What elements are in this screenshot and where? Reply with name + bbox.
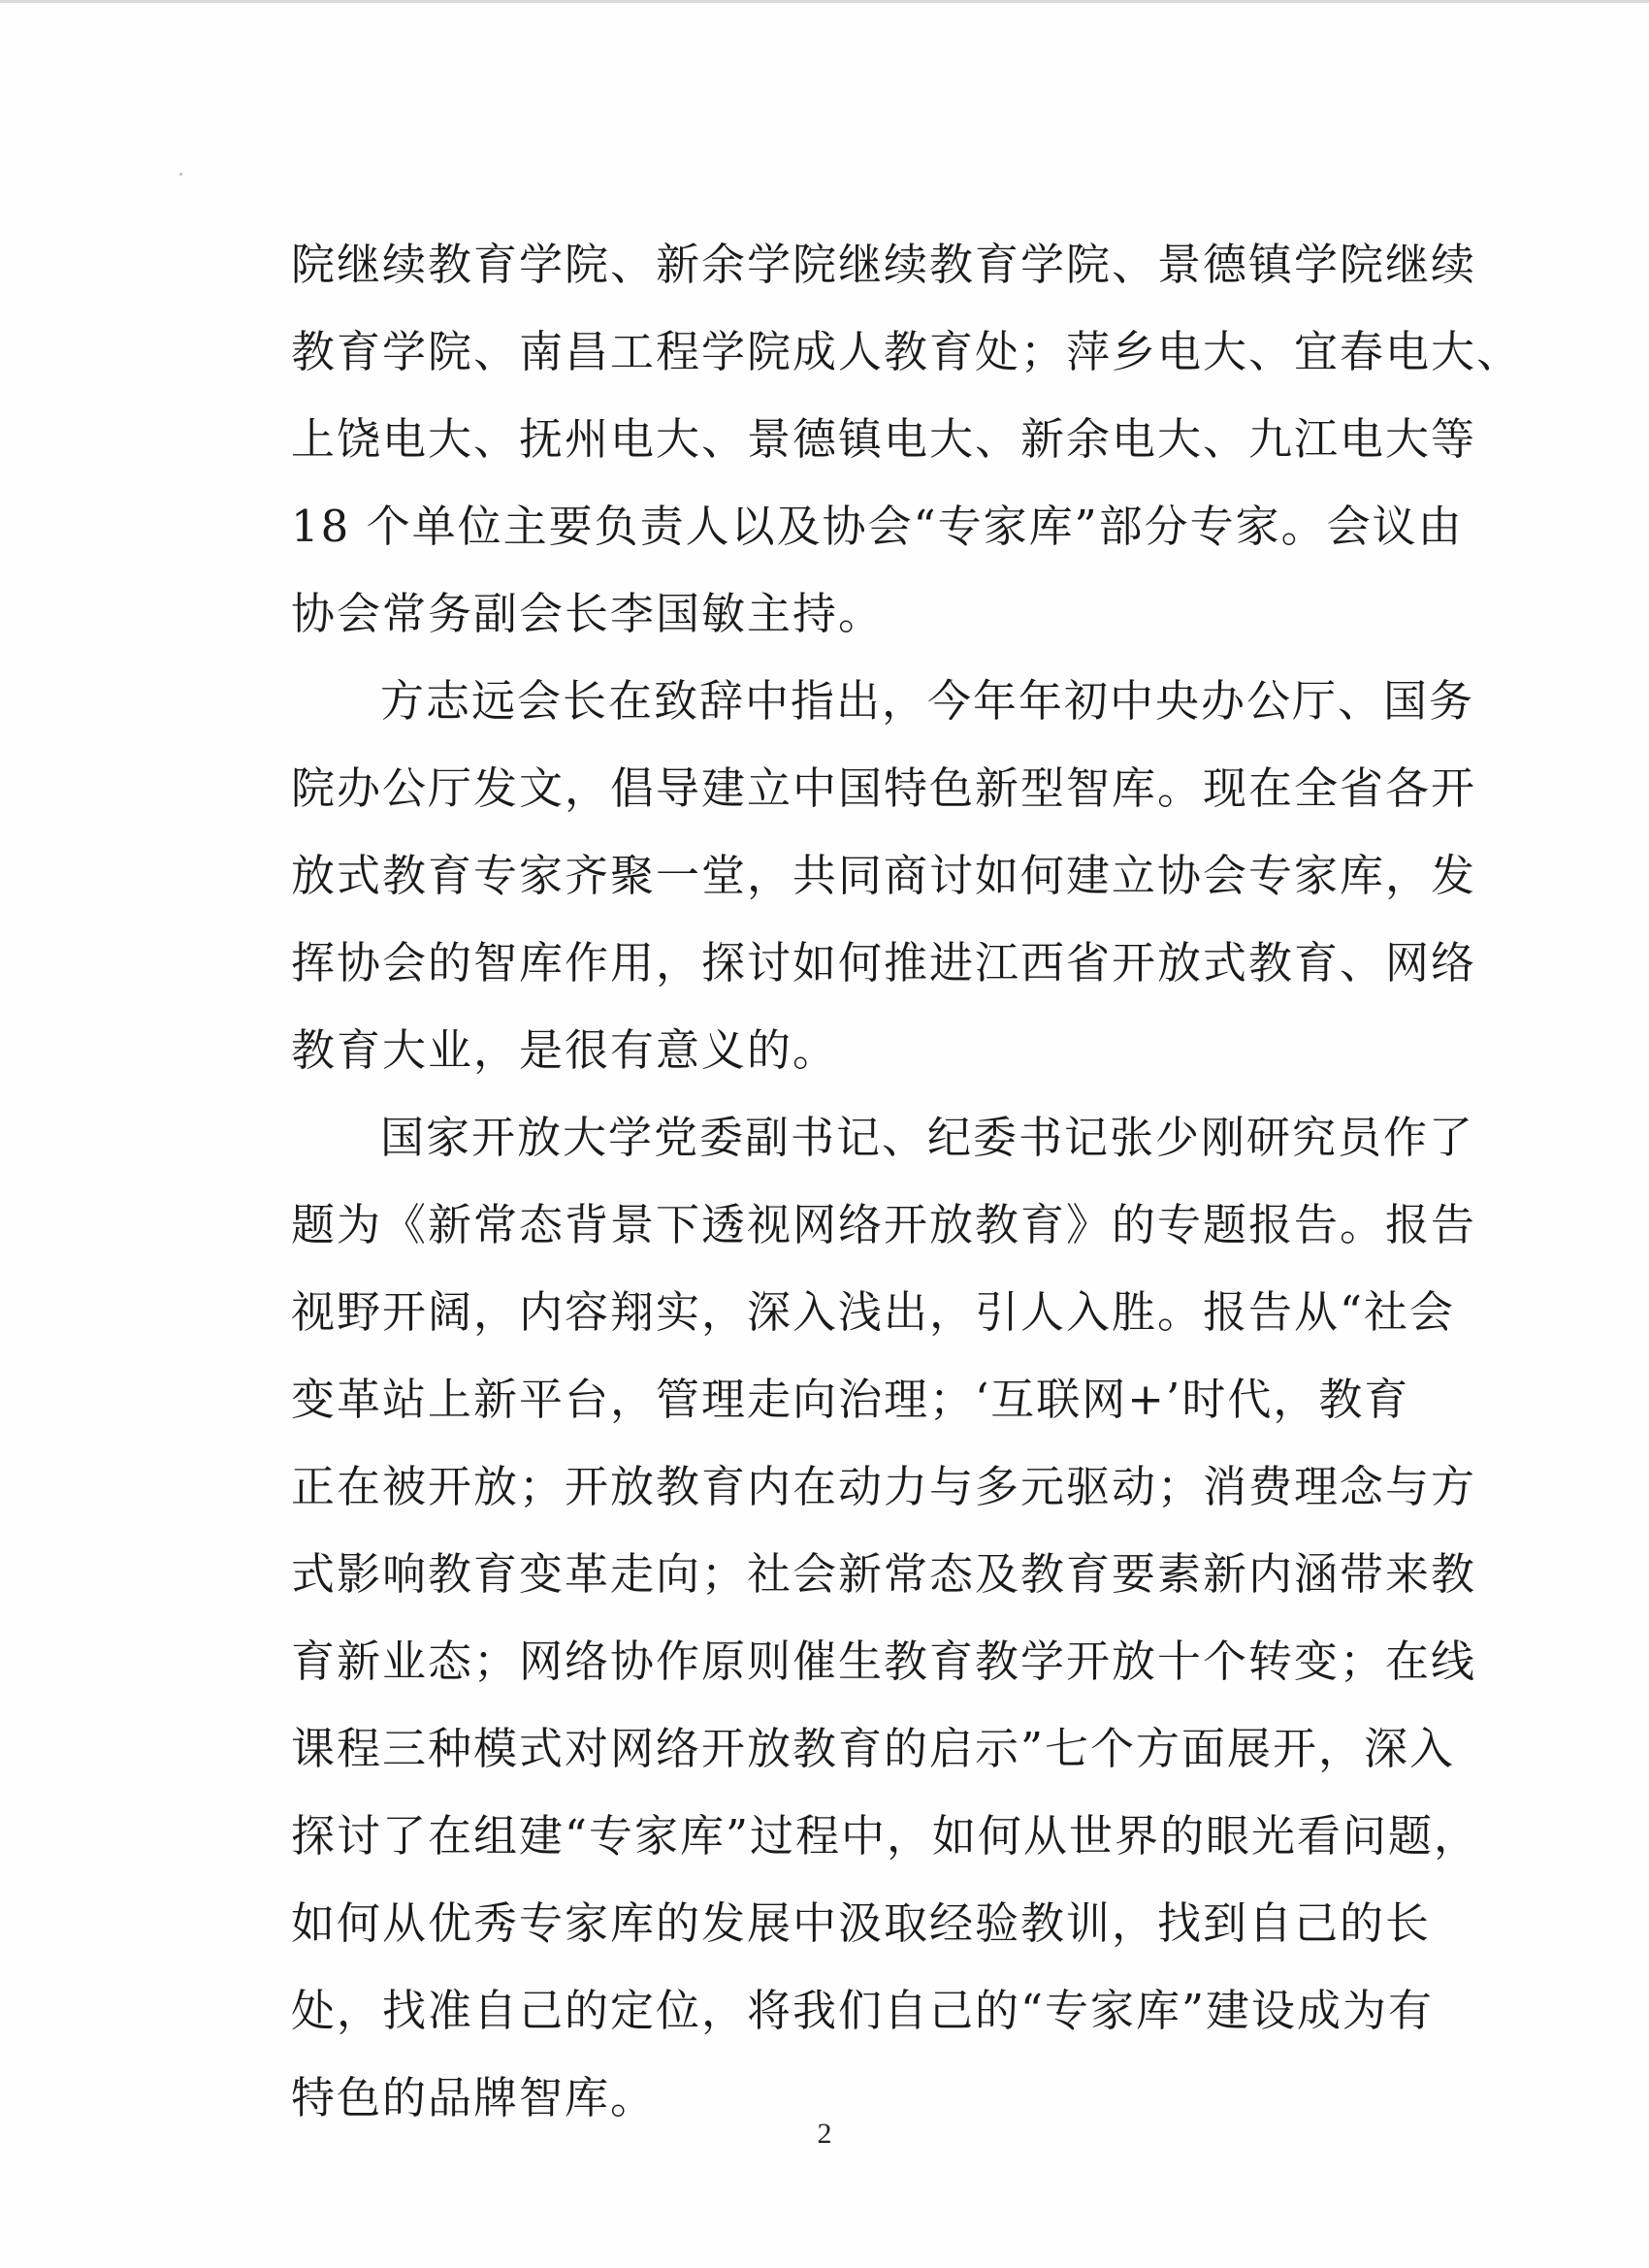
text-line: 院继续教育学院、新余学院继续教育学院、景德镇学院继续	[291, 239, 1477, 290]
text-line: 育新业态；网络协作原则催生教育教学开放十个转变；在线	[291, 1636, 1477, 1687]
paragraph-2	[291, 658, 1477, 1094]
text-line: 题为《新常态背景下透视网络开放教育》的专题报告。报告	[291, 1199, 1477, 1250]
page-number: 2	[817, 2118, 832, 2150]
paragraph-3	[291, 1094, 1480, 2142]
text-line: 方志远会长在致辞中指出，今年年初中央办公厅、国务	[380, 675, 1475, 727]
text-line: 变革站上新平台，管理走向治理；‘互联网+’时代，教育	[291, 1374, 1410, 1425]
body-text	[291, 221, 1523, 2142]
text-line: 教育大业，是很有意义的。	[291, 1024, 839, 1076]
text-line: 挥协会的智库作用，探讨如何推进江西省开放式教育、网络	[291, 937, 1477, 988]
text-line: 特色的品牌智库。	[291, 2072, 657, 2123]
paragraph-1	[291, 221, 1523, 658]
scan-top-edge	[0, 0, 1649, 3]
text-line: 放式教育专家齐聚一堂，共同商讨如何建立协会专家库，发	[291, 850, 1477, 901]
text-line: 上饶电大、抚州电大、景德镇电大、新余电大、九江电大等	[291, 413, 1477, 465]
text-line: 视野开阔，内容翔实，深入浅出，引人入胜。报告从“社会	[291, 1286, 1456, 1338]
text-line: 处，找准自己的定位，将我们自己的“专家库”建设成为有	[291, 1985, 1435, 2036]
text-line: 式影响教育变革走向；社会新常态及教育要素新内涵带来教	[291, 1548, 1477, 1600]
text-line: 院办公厅发文，倡导建立中国特色新型智库。现在全省各开	[291, 762, 1477, 814]
text-line: 如何从优秀专家库的发展中汲取经验教训，找到自己的长	[291, 1897, 1432, 1949]
text-line: 协会常务副会长李国敏主持。	[291, 588, 885, 639]
scan-speck	[179, 173, 182, 176]
text-line: 18 个单位主要负责人以及协会“专家库”部分专家。会议由	[291, 501, 1464, 552]
text-line: 探讨了在组建“专家库”过程中，如何从世界的眼光看问题，	[291, 1810, 1480, 1862]
text-line: 国家开放大学党委副书记、纪委书记张少刚研究员作了	[380, 1112, 1475, 1163]
text-line: 课程三种模式对网络开放教育的启示”七个方面展开，深入	[291, 1723, 1456, 1774]
text-line: 正在被开放；开放教育内在动力与多元驱动；消费理念与方	[291, 1461, 1477, 1512]
text-line: 教育学院、南昌工程学院成人教育处；萍乡电大、宜春电大、	[291, 326, 1523, 377]
